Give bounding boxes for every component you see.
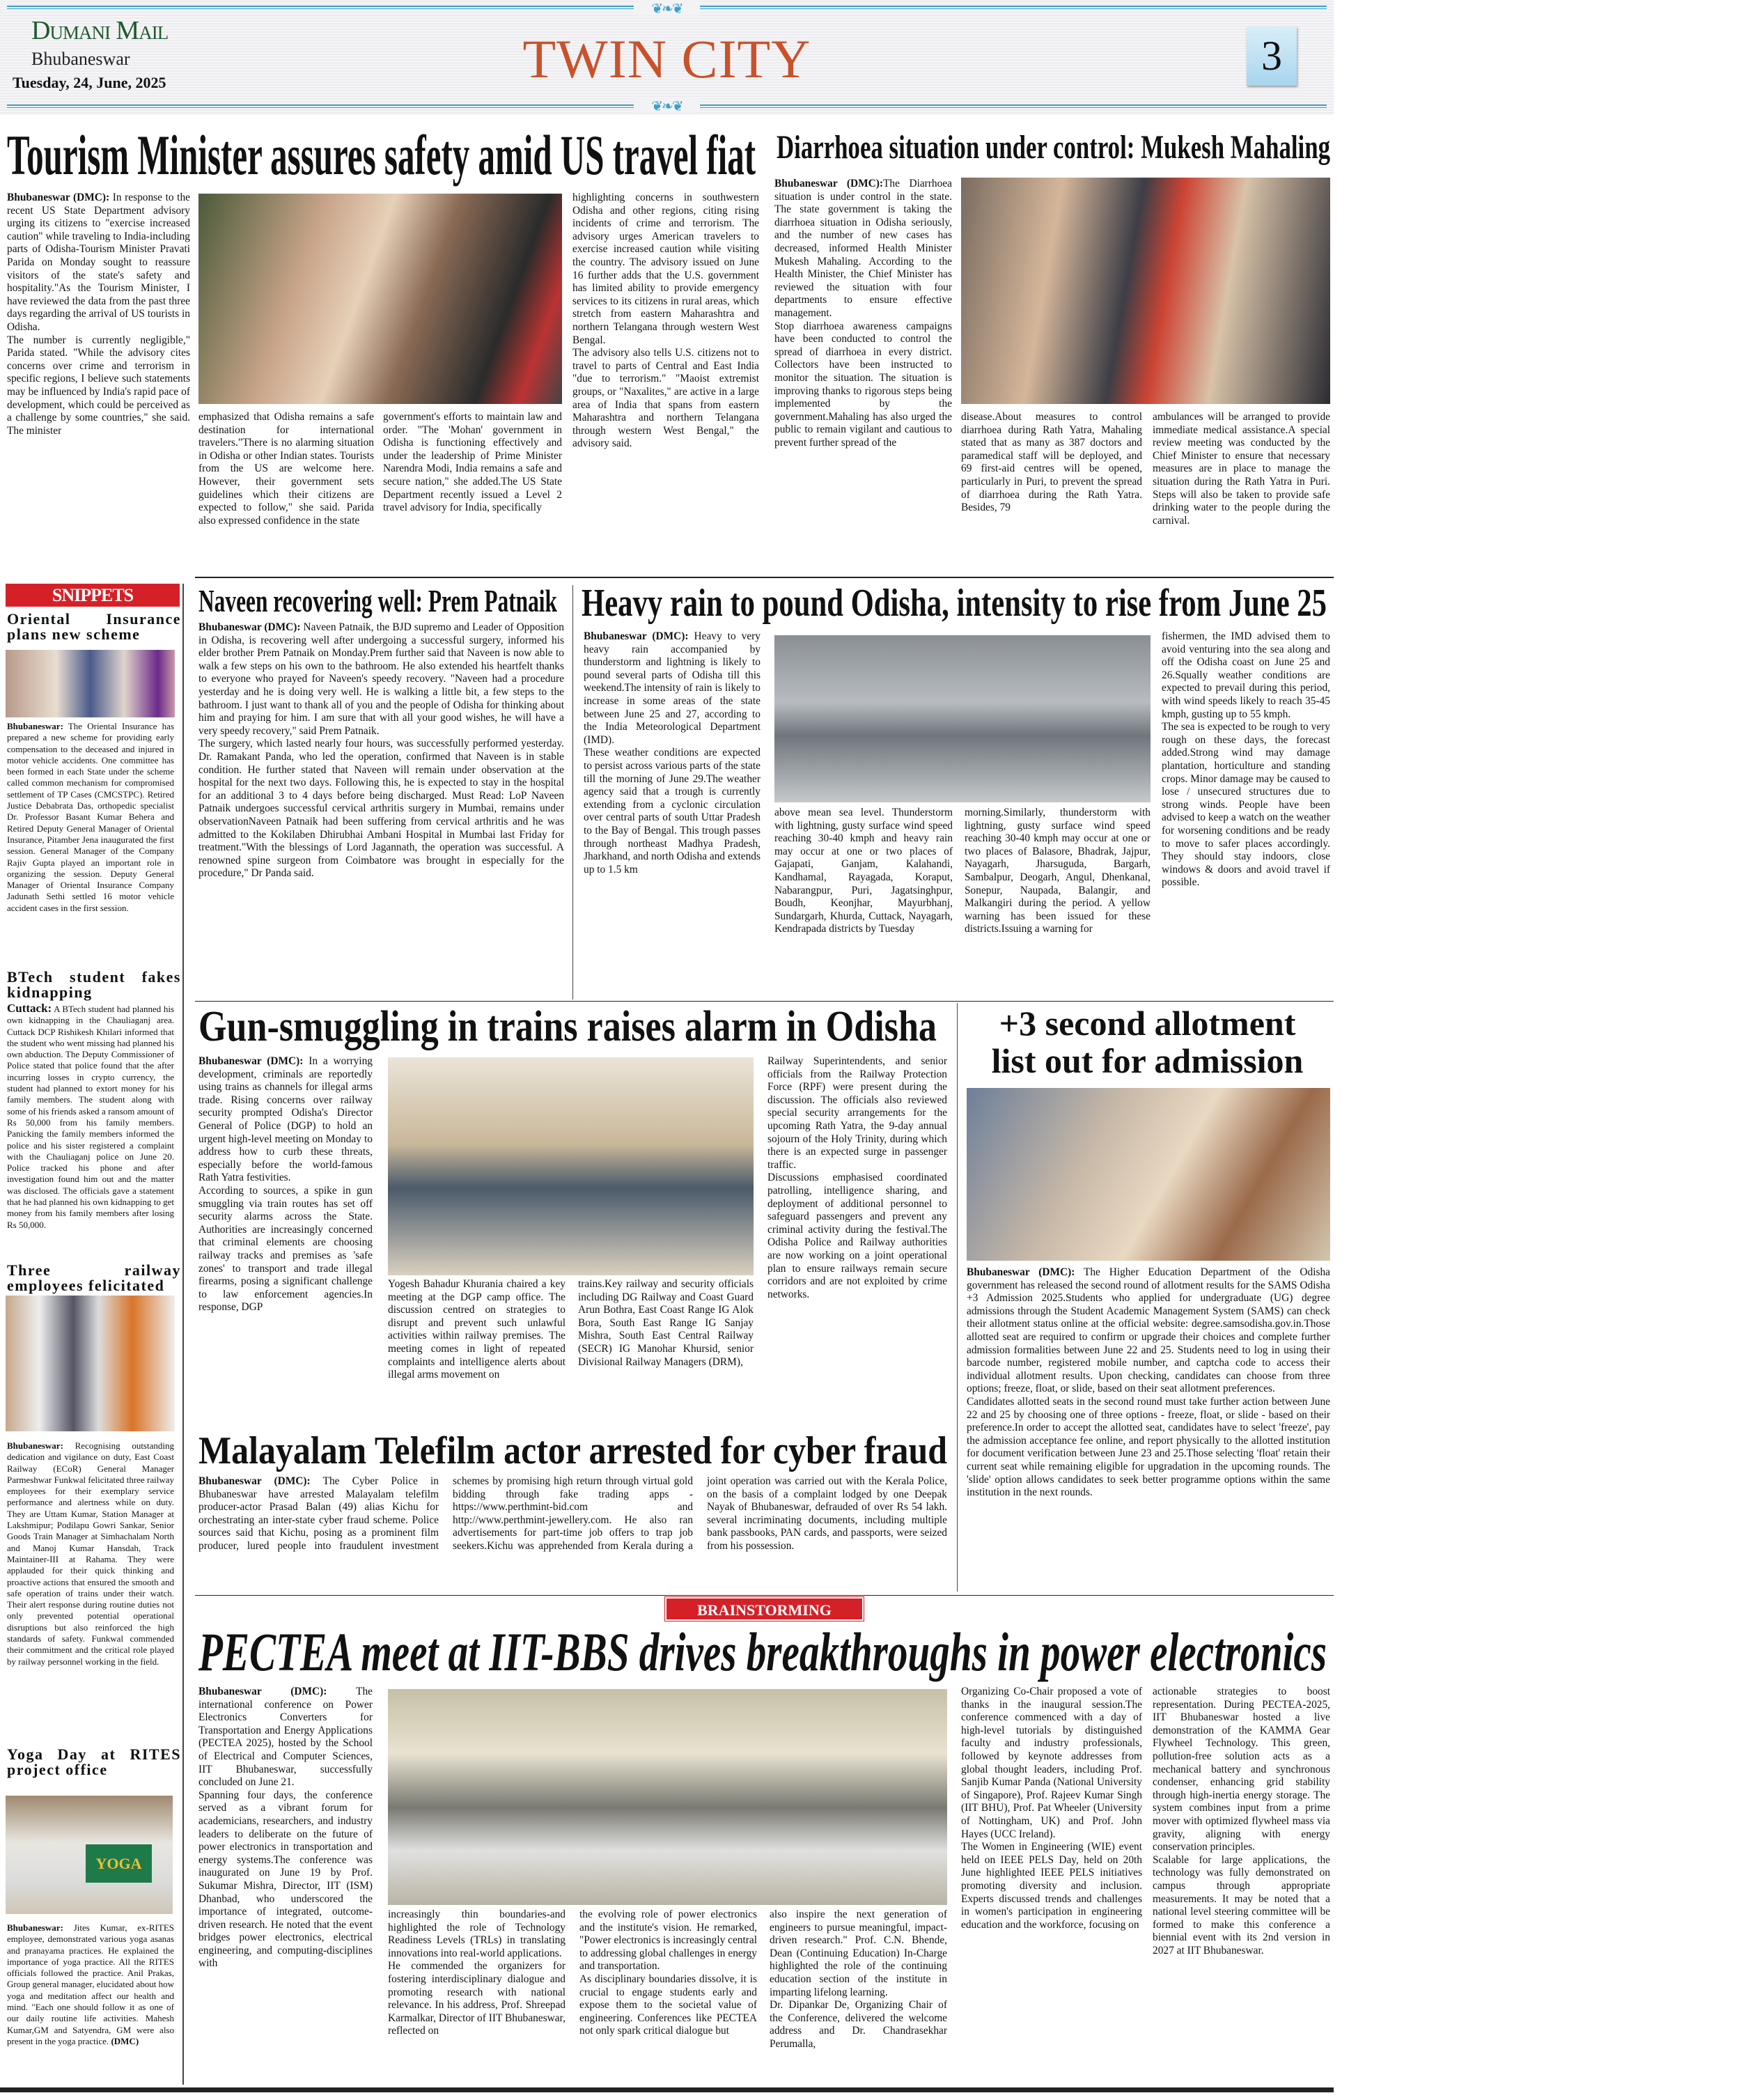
divider xyxy=(957,1003,958,1592)
article-diarrhoea-col2: disease.About measures to control diarrhoea during Rath Yatra, Mahaling stated that as many as 387 doctors and paramedical staff will be deployed, and 69 first-aid centres will be opened, particularly in Puri, to prevent the spread of diarrhoea during the Rath Yatra. Besides, 79 xyxy=(961,411,1142,514)
article-rain-col3: morning.Similarly, thunderstorm with lightning, gusty surface wind speed reaching 30-40 kmph may occur at one or two places of Balasore, Bhadrak, Jajpur, Nayagarh, Jharsuguda, Bargarh, Sambalpur, Deogarh, Angul, Dhenkanal, Sonepur, Naupada, Balangir, and Malkangiri during the period. A yellow warning has been issued for these districts.Issuing a warning for xyxy=(965,807,1151,935)
headline-diarrhoea: Diarrhoea situation under control: Mukesh Mahaling xyxy=(777,129,1330,166)
issue-date: Tuesday, 24, June, 2025 xyxy=(13,74,166,91)
divider xyxy=(195,577,1334,578)
article-gun-col1: Bhubaneswar (DMC): In a worrying development, criminals are reportedly using trains as channels for illegal arms trade. Rising concerns over railway security prompted Odisha's Director General of Police (DGP) to hold an urgent high-level meeting on Monday to address how to curb these threats, especially before the world-famous Rath Yatra festivities. According to sources, a spike in gun smuggling via train routes has set off security alarms across the State. Authorities are increasingly concerned that criminal elements are choosing railway tracks and premises as 'safe zones' to transport and trade illegal firearms, posing a significant challenge to law enforcement agencies.In response, DGP xyxy=(198,1055,373,1314)
article-pectea-col4: also inspire the next generation of engineers to pursue meaningful, impact-driven research." Prof. C.N. Bhende, Dean (Continuing Education) In-Charge highlighted the role of the continuing education section of the institute in imparting lifelong learning. Dr. Dipankar De, Organizing Chair of the Conference, delivered the welcome address and Dr. Chandrasekhar Perumalla, xyxy=(770,1908,947,2050)
article-tourism-col1: Bhubaneswar (DMC): In response to the recent US State Department advisory urging its citizens to "exercise increased caution" while traveling to India-including parts of Odisha-Tourism Minister Pravati Parida on Monday sought to reassure visitors of the state's safety and hospitality."As the Tourism Minister, I have reviewed the data from the past three days regarding the arrival of US tourists in Odisha. The number is currently negligible," Parida stated. "While the advisory cites concerns over crime and terrorism in specific regions, I believe such statements may be influenced by India's rapid pace of development, which could be perceived as a challenge by some countries," she said. The minister xyxy=(7,192,190,437)
headline-allotment: +3 second allotment list out for admission xyxy=(991,1004,1304,1080)
article-gun-col2: Yogesh Bahadur Khurania chaired a key meeting at the DGP camp office. The discussion centred on strategies to disrupt and prevent such unlawful activities within railway premises. The meeting comes in light of repeated complaints and intelligence alerts about illegal arms movement on xyxy=(388,1278,566,1381)
article-rain-col4: fishermen, the IMD advised them to avoid venturing into the sea along and off the Odisha coast on June 25 and 26.Squally weather conditions are expected to prevail during this period, with wind speeds likely to reach 35-45 kmph, gusting up to 55 kmph. The sea is expected to be rough to very rough on these days, the forecast added.Strong wind may damage plantation, horticulture and standing crops. Minor damage may be caused to lose / unsecured structures due to strong winds. People have been advised to keep a watch on the weather for worsening conditions and be ready to move to safer places accordingly. They should stay indoors, close windows & doors and avoid travel if possible. xyxy=(1162,630,1330,889)
photo-railway-employees xyxy=(6,1296,175,1431)
snippet-text: Bhubaneswar: Jites Kumar, ex-RITES employee, demonstrated various yoga asanas and pranayama practices. He explained the importance of yoga practice. All the RITES officials followed the practice. Anil Prakas, Group general manager, elucidated about how yoga and meditation affect our health and mind. "Each one should follow it as one of our daily routine life activities. Mahesh Kumar,GM and Satyendra, GM were also present in the yoga practice. (DMC) xyxy=(7,1922,175,2046)
headline-pectea: PECTEA meet at IIT-BBS drives breakthroughs in power electronics xyxy=(198,1621,1327,1682)
edition-city: Bhubaneswar xyxy=(31,49,130,69)
snippet-headline: Oriental Insurance plans new scheme xyxy=(7,610,181,643)
article-rain-col1: Bhubaneswar (DMC): Heavy to very heavy rain accompanied by thunderstorm and lightning is likely to pound several parts of Odisha till this weekend.The intensity of rain is likely to increase in some areas of the state between June 25 and 27, according to the India Meteorological Department (IMD). These weather conditions are expected to persist across various parts of the state till the morning of June 29.The weather agency said that a trough is currently extending from a cyclonic circulation over central parts of south Uttar Pradesh to the Bay of Bengal. This trough passes through northeast Madhya Pradesh, Jharkhand, and north Odisha and extends up to 1.5 km xyxy=(584,630,761,876)
newspaper-name: Dumani Mail xyxy=(31,16,169,45)
article-pectea-col1: Bhubaneswar (DMC): The international conference on Power Electronics Converters for Transportation and Energy Applications (PECTEA 2025), hosted by the School of Electrical and Computer Sciences, IIT Bhubaneswar, successfully concluded on June 21. Spanning four days, the conference served as a vibrant forum for academicians, researchers, and industry leaders to deliberate on the future of power electronics in transportation and energy systems.The conference was inaugurated on June 19 by Prof. Sukumar Mishra, Director, IIT (ISM) Dhanbad, who underscored the importance of integrated, outcome-driven research. He noted that the event bridges power electronics, electrical engineering, and computing-disciplines with xyxy=(198,1686,373,1970)
snippet-headline: Three railway employees felicitated xyxy=(7,1261,181,1294)
sidebar-divider xyxy=(182,584,184,2085)
article-rain-col2: above mean sea level. Thunderstorm with lightning, gusty surface wind speed reaching 30-40 kmph and heavy rain may occur at one or two places of Gajapati, Ganjam, Kalahandi, Kandhamal, Rayagada, Koraput, Nabarangpur, Puri, Jagatsinghpur, Boudh, Keonjhar, Mayurbhanj, Sundargarh, Khurda, Cuttack, Nayagarh, Kendrapada districts by Tuesday xyxy=(774,807,953,935)
divider xyxy=(195,1595,1334,1596)
article-gun-col4: Railway Superintendents, and senior officials from the Railway Protection Force (RPF) were present during the discussion. The officials also reviewed special security arrangements for the upcoming Rath Yatra, the 9-day annual sojourn of the Holy Trinity, during which there is an expected surge in passenger traffic. Discussions emphasised coordinated patrolling, intelligence sharing, and deployment of additional personnel to safeguard passengers and prevent any criminal activity during the festival.The Odisha Police and Railway authorities are now working on a joint operational plan to ensure railways remain secure corridors and are not exploited by crime networks. xyxy=(767,1055,947,1300)
headline-naveen: Naveen recovering well: Prem Patnaik xyxy=(198,583,557,619)
article-pectea-col3: the evolving role of power electronics and the institute's vision. He remarked, "Power electronics is increasingly central to addressing global challenges in energy and transportation. As disciplinary boundaries dissolve, it is crucial to engage students early and expose them to the societal value of engineering. Conferences like PECTEA not only spark critical dialogue but xyxy=(579,1908,758,2037)
masthead-banner xyxy=(0,0,1334,115)
article-allotment: Bhubaneswar (DMC): The Higher Education Department of the Odisha government has released the second round of allotment results for the SAMS Odisha +3 Admission 2025.Students who applied for undergraduate (UG) degree admissions through the Student Academic Management System (SAMS) can check their allotment status online at the official website: degree.samsodisha.gov.in.Those allotted seat are required to confirm or upgrade their choices and complete further admission formalities between June 22 and 25. Students need to log in using their barcode number, registered mobile number, and captcha code to access their individual allotment results. Upon checking, candidates can choose from three options; freeze, float, or slide, based on their seat allotment preferences. Candidates allotted seats in the second round must take further action between June 22 and 25 by choosing one of three options - freeze, float, or slide - based on their preference.In order to accept the allotted seat, candidates have to select 'freeze', pay the admission acceptance fee online, and report physically to the allotted institution for document verification between June 23 and 25.Those selecting 'float' retain their current seat while remaining eligible for upgradation in the upcoming rounds. The 'slide' option allows candidates to seek better programme options within the same institution in the next rounds. xyxy=(967,1266,1330,1499)
bottom-rule xyxy=(0,2087,1334,2092)
headline-rain: Heavy rain to pound Odisha, intensity to rise from June 25 xyxy=(582,582,1327,625)
snippets-banner: SNIPPETS xyxy=(6,584,180,607)
article-tourism-col2: emphasized that Odisha remains a safe destination for international travelers."There is no alarming situation in Odisha or other Indian states. Tourists from the US are welcome here. However, their government sets guidelines which their citizens are expected to follow," she said. Parida also expressed confidence in the state xyxy=(198,411,374,527)
photo-health-minister xyxy=(961,178,1330,404)
photo-oriental-insurance xyxy=(6,650,175,717)
page-number: 3 xyxy=(1247,26,1297,86)
article-tourism-col4: highlighting concerns in southwestern Odisha and other regions, citing rising incidents of crime and terrorism. The advisory urges American travelers to exercise increased caution while visiting the country. The advisory issued on June 16 further adds that the U.S. government has limited ability to provide emergency services to its citizens in rural areas, which stretch from eastern Maharashtra and northern Telangana through western West Bengal. The advisory also tells U.S. citizens not to travel to parts of Central and East India "due to terrorism." "Maoist extremist groups, or "Naxalites," are active in a large area of India that spans from eastern Maharashtra and northern Telangana through western West Bengal," the advisory said. xyxy=(572,192,759,450)
headline-cyber-fraud: Malayalam Telefilm actor arrested for cyber fraud xyxy=(198,1429,947,1472)
photo-tourism-minister xyxy=(198,194,562,404)
photo-heavy-rain xyxy=(774,635,1151,802)
article-gun-col3: trains.Key railway and security officials including DG Railway and Coast Guard Arun Bothra, East Coast Range IG Alok Bora, South East Range IG Sanjay Mishra, South East Central Railway (SECR) IG Manohar Khursid, senior Divisional Railway Managers (DRM), xyxy=(578,1278,754,1368)
headline-tourism: Tourism Minister assures safety amid US travel fiat xyxy=(7,123,756,187)
divider xyxy=(572,585,573,1000)
snippet-text: Cuttack: A BTech student had planned his own kidnapping in the Chauliaganj area. Cuttack DCP Rishikesh Khilari informed that the student who went missing had planned his own abduction. The Deputy Commissioner of Police stated that police found that the after incurring losses in crypto currency, the student had planned to extort money for his family members. The student along with some of his friends asked a ransom amount of Rs 50,000 from his family members. Panicking the family members informed the police and his sister registered a complaint with the Chauliaganj police on June 20. Police tracked his phone and after investigation found him out and the matter was disclosed. The officials gave a statement that he had planned his own kidnapping to get money from his family members after losing Rs 50,000. xyxy=(7,1002,174,1230)
yoga-banner: YOGA xyxy=(86,1844,152,1883)
headline-gun-smuggling: Gun-smuggling in trains raises alarm in Odisha xyxy=(198,1003,937,1050)
photo-dgp-meeting xyxy=(388,1057,754,1275)
article-diarrhoea-col3: ambulances will be arranged to provide immediate medical assistance.A special review meeting was conducted by the Chief Minister to ensure that necessary measures are in place to manage the situation during the Rath Yatra in Puri. Steps will also be taken to provide safe drinking water to the people during the carnival. xyxy=(1153,411,1330,527)
article-cyber-fraud: Bhubaneswar (DMC): The Cyber Police in Bhubaneswar have arrested Malayalam telefilm producer-actor Prasad Balan (49) alias Kichu for orchestrating an inter-state cyber fraud scheme. Police sources said that Kichu, posing as a prominent film producer, lured people into fraudulent investment schemes by promising high return through virtual gold bidding through fake trading apps - https://www.perthmint-bid.com and http://www.perthmint-jewellery.com. He also ran advertisements for part-time job offers to trap job seekers.Kichu was apprehended from Kerala during a joint operation was carried out with the Kerala Police, on the basis of a complaint lodged by one Deepak Nayak of Bhubaneswar, defrauded of over Rs 54 lakh. several incriminating documents, including multiple bank passbooks, PAN cards, and passports, were seized from his possession. xyxy=(198,1475,947,1552)
kicker-badge: BRAINSTORMING xyxy=(665,1597,864,1621)
snippet-text: Bhubaneswar: Recognising outstanding dedication and vigilance on duty, East Coast Railway (ECoR) General Manager Parmeshwar Funkwal felicitated three railway employees for their exemplary service performance and alertness while on duty. They are Uttam Kumar, Station Manager at Lakshmipur; Podilapu Gowri Sankar, Senior Goods Train Manager at Simhachalam North and Manoj Kumar Hansdah, Track Maintainer-III at Rahama. They were applauded for their quick thinking and proactive actions that ensured the smooth and safe operation of trains under their watch. Their alert response during routine duties not only prevented potential operational disruptions but also reinforced the high standards of safety. Funkwal commended their commitment and the critical role played by railway personnel working in the field. xyxy=(7,1440,174,1667)
article-pectea-col6: actionable strategies to boost representation. During PECTEA-2025, IIT Bhubaneswar hosted a live demonstration of the KAMMA Gear Flywheel Technology. This green, pollution-free solution acts as a mechanical battery and synchronous condenser, enhancing grid stability through high-inertia energy storage. The system combines input from a prime mover with optimized flywheel mass via gravity, aligning with energy conservation principles. Scalable for large applications, the technology was fully demonstrated on campus through appropriate measurements. It may be noted that a national level steering committee will be formed to make this conference a biennial event with its 2nd version in 2027 at IIT Bhubaneswar. xyxy=(1153,1686,1330,1957)
photo-yoga-day xyxy=(6,1796,173,1914)
ornament-icon: ❦❧❦ xyxy=(634,0,700,15)
photo-pectea-conference xyxy=(388,1689,947,1905)
ornament-icon: ❦❧❦ xyxy=(634,98,700,113)
article-tourism-col3: government's efforts to maintain law and order. "The 'Mohan' government in Odisha is functioning effectively and under the leadership of Prime Minister Narendra Modi, India remains a safe and secure nation," she added.The US State Department recently issued a Level 2 travel advisory for India, specifically xyxy=(383,411,562,514)
snippet-text: Bhubaneswar: The Oriental Insurance has prepared a new scheme for providing early compensation to the deceased and injured in motor vehicle accidents. One committee has been formed in each State under the scheme called common mechanism for compromised settlement of TP Cases (CMCSTPC). Retired Justice Debabrata Das, orthopedic specialist Dr. Professor Basant Kumar Behera and Retired Deputy General Manager of Oriental Insurance, Pitamber Jena inaugurated the first session. General Manager of the Company Rajiv Gupta played an important role in organizing the session. Deputy General Manager of Oriental Insurance Company Jadunath Sethi settled 16 motor vehicle accident cases in the first session. xyxy=(7,721,174,913)
article-pectea-col5: Organizing Co-Chair proposed a vote of thanks in the inaugural session.The conference commenced with a day of high-level tutorials by distinguished faculty and industry professionals, followed by keynote addresses from global thought leaders, including Prof. Sanjib Kumar Panda (National University of Singapore), Prof. Rajeev Kumar Singh (IIT BHU), Prof. Pat Wheeler (University of Nottingham, UK) and Prof. John Hayes (UCC Ireland). The Women in Engineering (WIE) event held on IEEE PELS Day, held on 20th June highlighted IEEE PELS initiatives promoting diversity and inclusion. Experts discussed trends and challenges in women's participation in engineering education and the workforce, focusing on xyxy=(961,1686,1142,1931)
article-diarrhoea-col1: Bhubaneswar (DMC):The Diarrhoea situation is under control in the state. The state government is taking the diarrhoea situation in Odisha seriously, and the number of new cases has decreased, informed Health Minister Mukesh Mahaling. According to the Health Minister, the Chief Minister has reviewed the situation with four departments to ensure effective management. Stop diarrhoea awareness campaigns have been conducted to control the spread of diarrhoea in every district. Collectors have been instructed to monitor the situation. The situation is improving thanks to rigorous steps being implemented by the government.Mahaling has also urged the public to remain vigilant and cautious to prevent further spread of the xyxy=(774,178,952,449)
divider xyxy=(195,1001,1334,1002)
article-naveen: Bhubaneswar (DMC): Naveen Patnaik, the BJD supremo and Leader of Opposition in Odisha, is recovering well after undergoing a successful surgery, informed his elder brother Prem Patnaik on Monday.Prem further said that Naveen is now able to walk a few steps on his own to the bathroom. He also extended his heartfelt thanks to everyone who prayed for Naveen's speedy recovery. "Naveen had a procedure yesterday and he is doing very well. He is walking a little bit, a few steps to the bathroom. I just want to thank all of you and the people of Odisha for thinking about him and praying for him. I am sure that with all your good wishes, he will have a very speedy recovery," said Prem Patnaik. The surgery, which lasted nearly four hours, was successfully performed yesterday. Dr. Ramakant Panda, who led the operation, confirmed that Naveen is in stable condition. He further stated that Naveen will remain under observation at the hospital for the next two days. Following this, he is expected to stay in the hospital for an additional 3 to 4 days before being discharged. Must Read: LoP Naveen Patnaik undergoes successful cervical arthritis surgery in Mumbai, remains under observationNaveen Patnaik had been suffering from cervical arthritis and he was admitted to the Kokilaben Dhirubhai Ambani Hospital in Mumbai last Friday for treatment."With the blessings of Lord Jagannath, the operation was successful. A renowned spine surgeon from Coimbatore was brought in especially for the procedure," Dr Panda said. xyxy=(198,621,564,880)
article-pectea-col2: increasingly thin boundaries-and highlighted the role of Technology Readiness Levels (TRLs) in translating innovations into real-world applications. He commended the organizers for fostering interdisciplinary dialogue and promoting research with national relevance. In his address, Prof. Shreepad Karmalkar, Director of IIT Bhubaneswar, reflected on xyxy=(388,1908,566,2037)
snippet-headline: BTech student fakes kidnapping xyxy=(7,968,181,1001)
photo-admission-students xyxy=(967,1088,1330,1261)
section-title: TWIN CITY xyxy=(522,29,811,89)
snippet-headline: Yoga Day at RITES project office xyxy=(7,1745,181,1778)
